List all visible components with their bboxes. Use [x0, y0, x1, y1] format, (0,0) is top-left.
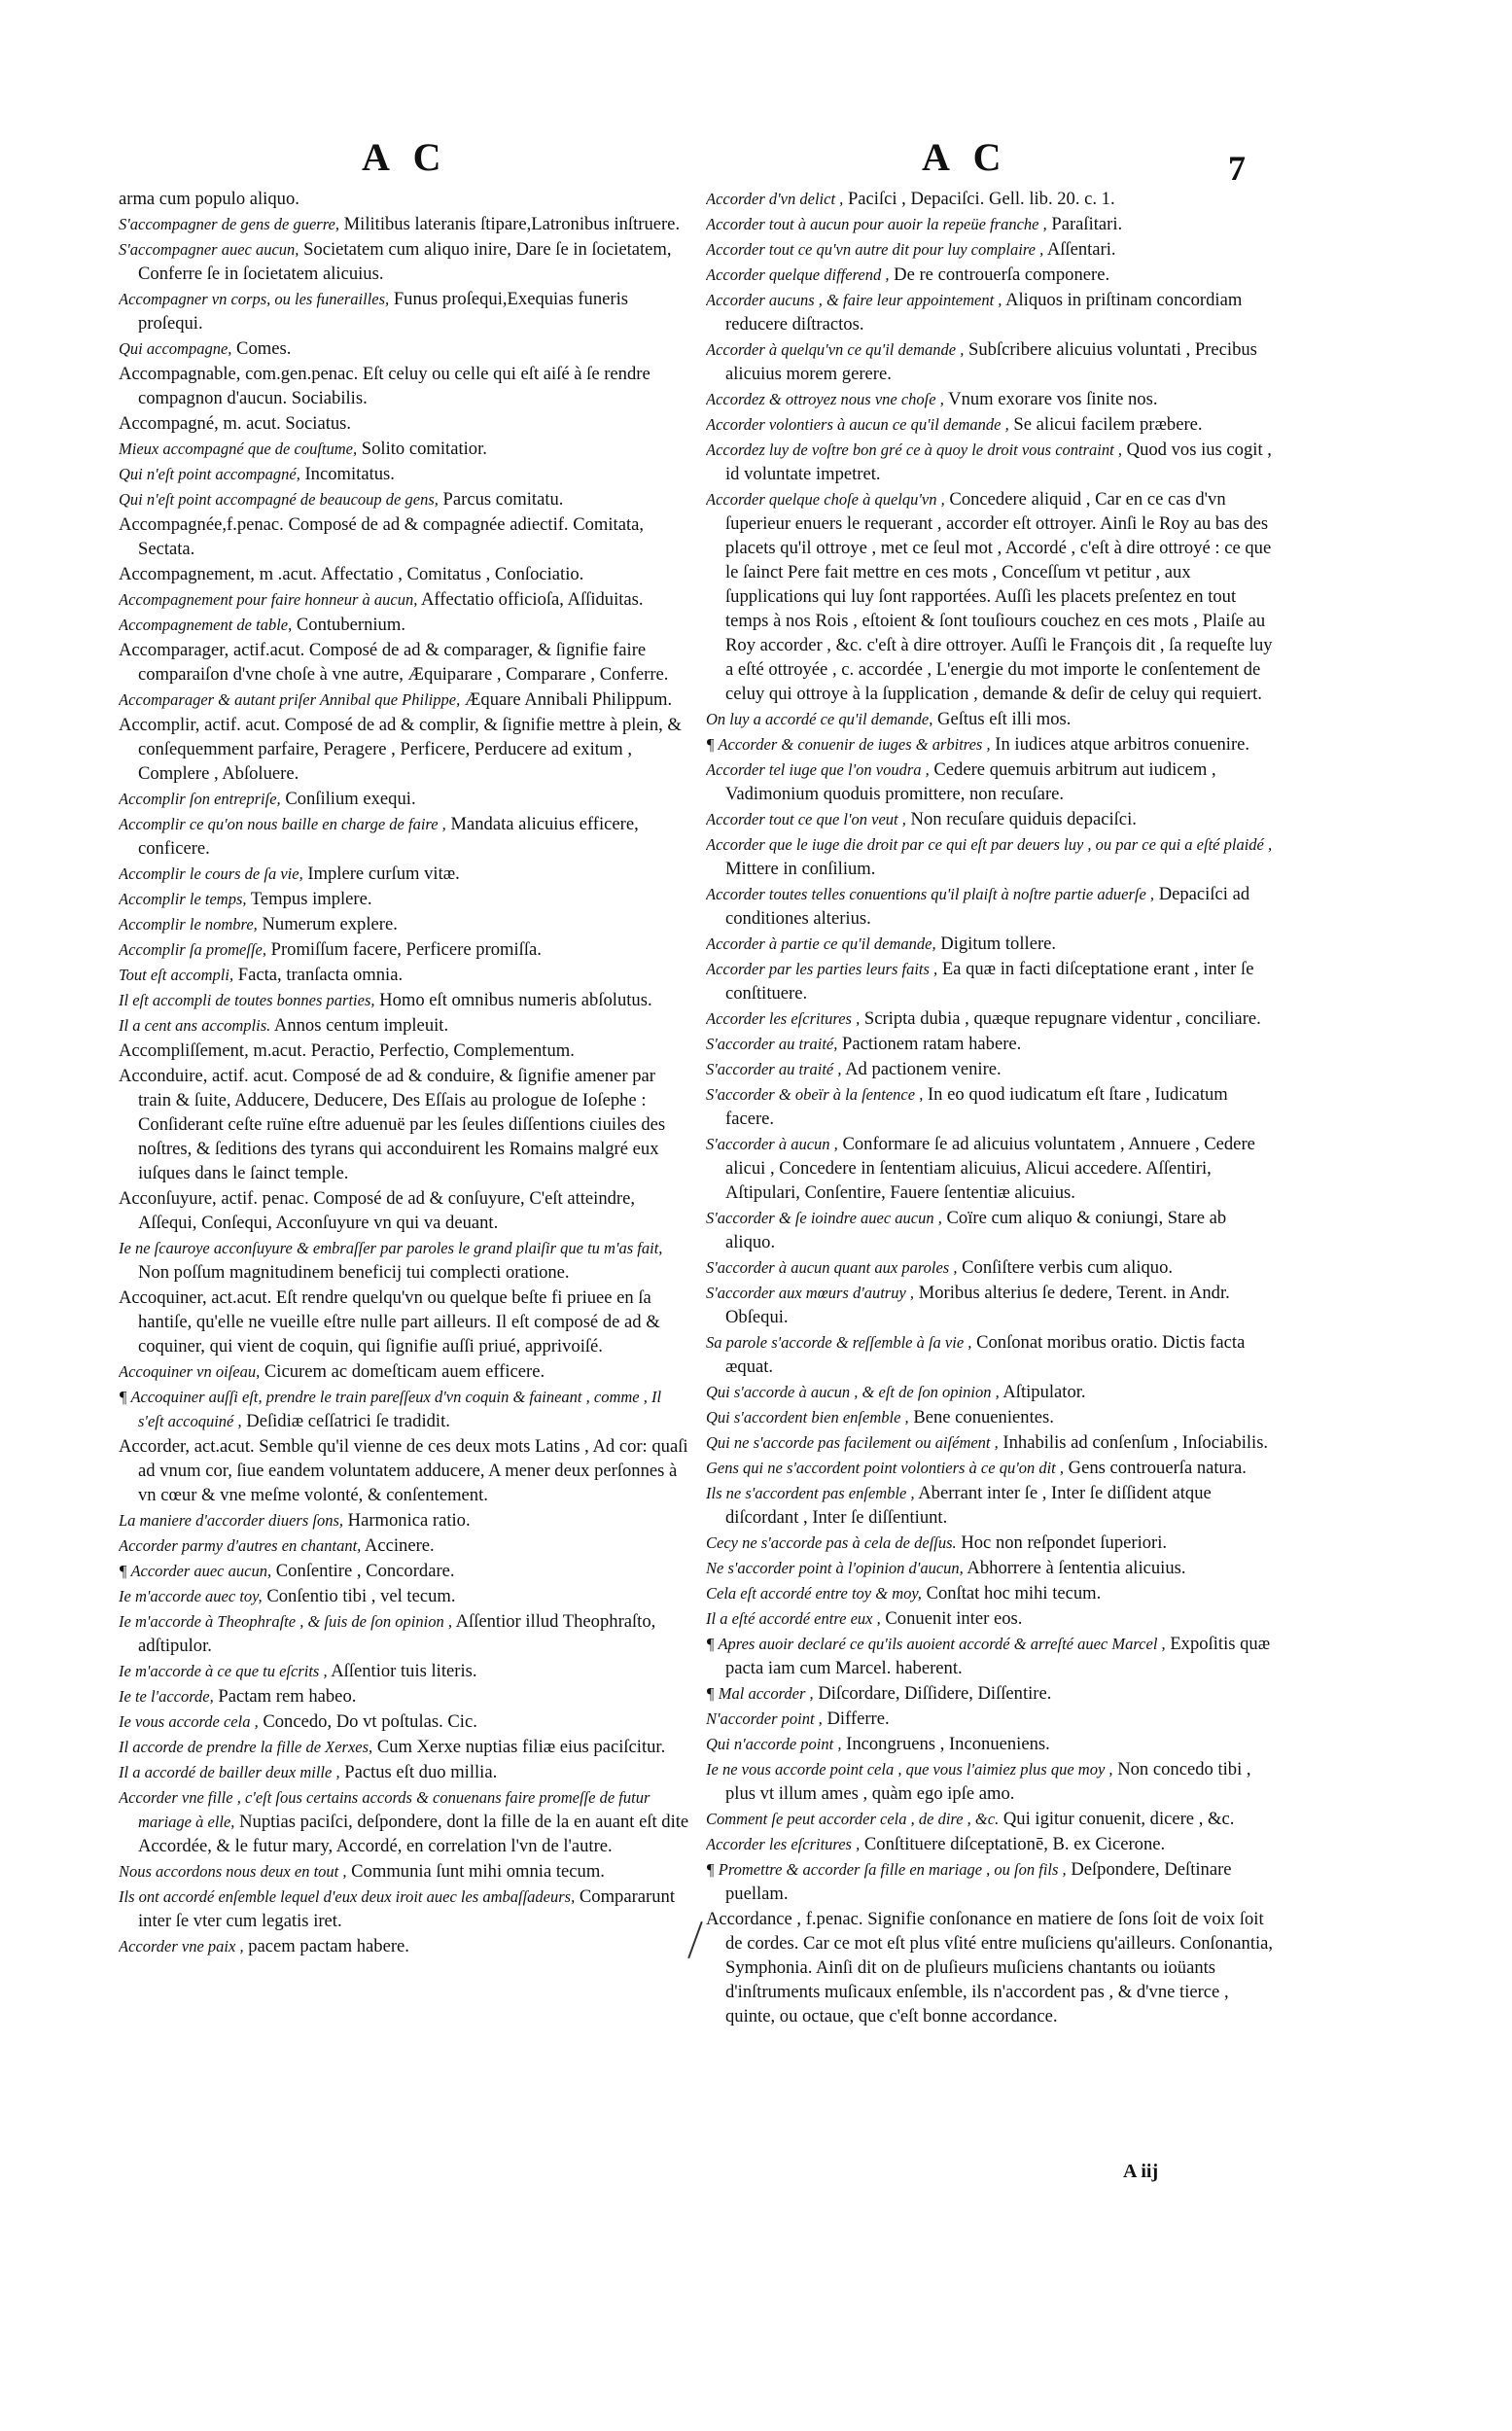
entry-latin: Homo eſt omnibus numeris abſolutus.: [379, 990, 652, 1010]
entry-latin: Cum Xerxe nuptias filiæ eius paciſcitur.: [376, 1737, 666, 1757]
entry-french: Ils ont accordé enſemble lequel d'eux deux iroit auec les ambaſſadeurs,: [119, 1887, 576, 1906]
entry-latin: Concedere aliquid , Car en ce cas d'vn ſuperieur enuers le requerant , accorder eſt ottroyer. Ainſi le Roy au bas des placets qu'il ottroye , met ce ſeul mot , Accordé , c'eſt à dire ottroyé : ce que le ſainct Pere fait mettre en ces mots , Conceſſum vt petitur , aux ſupplications qui luy ſont rapportées. Auſſi les placets preſentez en tout temps à nos Rois , eſtoient & ſont touſiours couchez en ces mots , Plaiſe au Roy accorder , &c. c'eſt à dire ottroyer. Auſſi le François dit , ſa requeſte luy a eſté ottroyée , c. accordée , L'energie du mot importe le conſentement de celuy qui ottroye à la ſupplication , demande & deſir de celuy qui requiert.: [725, 489, 1273, 704]
entry-latin: Conſonat moribus oratio. Dictis facta æquat.: [725, 1332, 1246, 1377]
entry-latin: Scripta dubia , quæque repugnare videntur , conciliare.: [863, 1008, 1261, 1029]
entry-latin: Depaciſci ad conditiones alterius.: [725, 884, 1250, 929]
entry-latin: Affectatio officioſa, Aſſiduitas.: [420, 589, 644, 610]
entry-french: Il eſt accompli de toutes bonnes parties,: [119, 991, 375, 1009]
entry-latin: Se alicui facilem præbere.: [1013, 414, 1203, 435]
dictionary-entry: [706, 1380, 1280, 1404]
entry-latin: Differre.: [826, 1709, 890, 1729]
entry-latin: Pactus eſt duo millia.: [344, 1762, 498, 1782]
entry-french: S'accorder & ſe ioindre auec aucun ,: [706, 1209, 942, 1227]
entry-french: Accomplir le nombre,: [119, 915, 258, 934]
dictionary-entry: [119, 887, 690, 911]
entry-latin: Inhabilis ad conſenſum , Inſociabilis.: [1002, 1432, 1269, 1453]
entry-latin: Accompagné, m. acut. Sociatus.: [119, 413, 352, 434]
entry-french: Accorder vne paix ,: [119, 1937, 244, 1955]
entry-latin: Gens controuerſa natura.: [1068, 1458, 1247, 1478]
right-column: [706, 187, 1280, 2355]
dictionary-entry: [119, 287, 690, 335]
dictionary-entry: [119, 687, 690, 712]
entry-latin: Conſentio tibi , vel tecum.: [266, 1586, 456, 1606]
entry-french: Ie ne vous accorde point cela , que vous l'aimiez plus que moy ,: [706, 1760, 1113, 1779]
entry-latin: Deſpondere, Deſtinare puellam.: [725, 1859, 1232, 1904]
entry-french: Accorder les eſcritures ,: [706, 1009, 861, 1028]
entry-french: Qui n'accorde point ,: [706, 1735, 842, 1753]
entry-french: Ie vous accorde cela ,: [119, 1712, 259, 1731]
entry-latin: Contubernium.: [296, 615, 405, 635]
entry-latin: Deſidiæ ceſſatrici ſe tradidit.: [246, 1411, 450, 1431]
entry-french: S'accorder aux mœurs d'autruy ,: [706, 1284, 915, 1302]
entry-french: N'accorder point ,: [706, 1709, 823, 1728]
entry-french: ¶ Mal accorder ,: [706, 1684, 814, 1703]
entry-latin: Conſtat hoc mihi tecum.: [926, 1583, 1102, 1603]
entry-latin: Paciſci , Depaciſci. Gell. lib. 20. c. 1.: [847, 189, 1115, 209]
signature-mark: A iij: [1123, 2161, 1159, 2182]
entry-latin: Quod vos ius cogit , id voluntate impetret.: [725, 440, 1272, 484]
entry-latin: Nuptias paciſci, deſpondere, dont la fille de la en auant eſt dite Accordée, & le futur mary, Accordé, en correlation l'vn de l'autre.: [138, 1812, 689, 1856]
dictionary-entry: [119, 1385, 690, 1433]
dictionary-entry: [706, 487, 1280, 706]
entry-latin: Accomplir, actif. acut. Composé de ad & complir, & ſignifie mettre à plein, & conſequemment parfaire, Peragere , Perficere, Perducere ad exitum , Complere , Abſoluere.: [119, 715, 682, 784]
entry-french: Accordez luy de voſtre bon gré ce à quoy le droit vous contraint ,: [706, 440, 1122, 459]
dictionary-entry: [706, 1430, 1280, 1455]
entry-french: Il accorde de prendre la fille de Xerxes,: [119, 1738, 373, 1756]
entry-latin: Expoſitis quæ pacta iam cum Marcel. haberent.: [725, 1634, 1271, 1678]
entry-french: Accompagnement pour faire honneur à aucun,: [119, 590, 418, 609]
entry-french: Accorder quelque differend ,: [706, 265, 890, 284]
entry-french: S'accompagner de gens de guerre,: [119, 215, 339, 233]
entry-latin: Pactionem ratam habere.: [842, 1034, 1022, 1054]
entry-french: Accomplir le cours de ſa vie,: [119, 864, 303, 883]
dictionary-entry: [706, 1132, 1280, 1205]
entry-latin: Geſtus eſt illi mos.: [937, 709, 1072, 729]
dictionary-entry: [119, 487, 690, 511]
entry-latin: Incongruens , Inconueniens.: [846, 1734, 1050, 1754]
entry-french: Accomparager & autant priſer Annibal que Philippe,: [119, 690, 461, 709]
dictionary-entry: [119, 1434, 690, 1507]
dictionary-entry: [119, 187, 690, 211]
entry-latin: Pactam rem habeo.: [218, 1686, 357, 1707]
dictionary-entry: [706, 1006, 1280, 1031]
page-number: 7: [1228, 149, 1246, 188]
entry-latin: Digitum tollere.: [940, 934, 1057, 954]
dictionary-entry: [706, 732, 1280, 757]
dictionary-entry: [119, 1684, 690, 1709]
entry-french: S'accorder à aucun quant aux paroles ,: [706, 1258, 958, 1277]
dictionary-entry: [119, 862, 690, 886]
entry-latin: Subſcribere alicuius voluntati , Precibus alicuius morem gerere.: [725, 339, 1257, 384]
entry-latin: Incomitatus.: [304, 464, 395, 484]
dictionary-entry: [119, 212, 690, 236]
entry-latin: Diſcordare, Diſſidere, Diſſentire.: [818, 1683, 1052, 1704]
dictionary-entry: [119, 437, 690, 461]
dictionary-entry: [119, 1609, 690, 1658]
entry-french: Accorder les eſcritures ,: [706, 1835, 861, 1853]
dictionary-entry: [706, 1057, 1280, 1081]
entry-french: Accorder aucuns , & faire leur appointement ,: [706, 291, 1002, 309]
entry-latin: Abhorrere à ſententia alicuius.: [967, 1558, 1186, 1578]
dictionary-entry: [119, 1013, 690, 1038]
entry-latin: Promiſſum facere, Perficere promiſſa.: [270, 939, 542, 960]
entry-french: Accompagner vn corps, ou les funerailles,: [119, 290, 390, 308]
entry-french: Qui s'accordent bien enſemble ,: [706, 1408, 909, 1427]
entry-latin: Aliquos in priſtinam concordiam reducere diſtractos.: [725, 290, 1243, 335]
entry-french: ¶ Apres auoir declaré ce qu'ils auoient accordé & arreſté auec Marcel ,: [706, 1635, 1166, 1653]
entry-latin: Cedere quemuis arbitrum aut iudicem , Vadimonium quoduis promittere, non recuſare.: [725, 759, 1216, 804]
entry-french: Accorder que le iuge die droit par ce qui eſt par deuers luy , ou par ce qui a eſté plaidé ,: [706, 835, 1273, 854]
entry-french: ¶ Accorder auec aucun,: [119, 1562, 272, 1580]
entry-latin: Numerum explere.: [262, 914, 398, 934]
entry-latin: Mandata alicuius efficere, conficere.: [138, 814, 639, 859]
dictionary-entry: [706, 1606, 1280, 1631]
dictionary-entry: [119, 988, 690, 1012]
entry-french: Accomplir ce qu'on nous baille en charge de faire ,: [119, 815, 446, 833]
dictionary-entry: [119, 613, 690, 637]
entry-french: Il a eſté accordé entre eux ,: [706, 1609, 881, 1628]
dictionary-entry: [706, 1206, 1280, 1254]
running-head-right: A C: [922, 135, 1009, 179]
entry-french: Accorder tout ce qu'vn autre dit pour luy complaire ,: [706, 240, 1044, 259]
dictionary-entry: [706, 1082, 1280, 1131]
entry-french: Qui n'eſt point accompagné,: [119, 465, 300, 483]
entry-french: Accordez & ottroyez nous vne choſe ,: [706, 390, 944, 408]
entry-french: Qui s'accorde à aucun , & eſt de ſon opinion ,: [706, 1383, 1000, 1401]
dictionary-entry: [706, 1456, 1280, 1480]
entry-french: Mieux accompagné que de couſtume,: [119, 440, 358, 458]
dictionary-entry: [706, 1330, 1280, 1379]
entry-latin: Compararunt inter ſe vter cum legatis iret.: [138, 1886, 675, 1931]
entry-latin: Accordance , f.penac. Signifie conſonance en matiere de ſons ſoit de voix ſoit de cordes. Car ce mot eſt plus vſité entre muſiciens qu'ailleurs. Conſonantia, Symphonia. Ainſi dit on de pluſieurs muſiciens chantants ou ioüants d'inſtruments muſicaux enſemble, ils n'accordent pas , & d'vne tierce , quinte, ou octaue, que c'eſt bonne accordance.: [706, 1909, 1274, 2026]
dictionary-entry: [119, 1286, 690, 1358]
entry-french: ¶ Promettre & accorder ſa fille en mariage , ou ſon fils ,: [706, 1860, 1067, 1879]
entry-latin: Accomparager, actif.acut. Composé de ad & comparager, & ſignifie faire comparaiſon d'vne choſe à vne autre, Æquiparare , Comparare , Conferre.: [119, 640, 669, 685]
dictionary-entry: [119, 512, 690, 561]
entry-french: Nous accordons nous deux en tout ,: [119, 1862, 347, 1881]
entry-latin: Concedo, Do vt poſtulas. Cic.: [263, 1711, 477, 1732]
dictionary-entry: [706, 387, 1280, 411]
dictionary-entry: [706, 1405, 1280, 1429]
dictionary-entry: [706, 1481, 1280, 1530]
entry-latin: Conformare ſe ad alicuius voluntatem , Annuere , Cedere alicui , Concedere in ſententiam alicuius, Alicui accedere. Aſſentiri, Aſtipulari, Conſentire, Fauere ſententiæ alicuius.: [725, 1134, 1255, 1203]
dictionary-entry: [119, 1236, 690, 1285]
entry-french: Ie te l'accorde,: [119, 1687, 214, 1706]
dictionary-entry: [119, 713, 690, 786]
entry-latin: Accoquiner, act.acut. Eſt rendre quelqu'vn ou quelque beſte fi priuee en ſa hantiſe, qu'elle ne vueille eſtre nulle part ailleurs. Il eſt composé de ad & coquiner, qui vient de coquin, qui ſignifie auſſi priué, apprivoiſé.: [119, 1287, 660, 1356]
entry-latin: Vnum exorare vos ſinite nos.: [948, 389, 1158, 409]
entry-french: On luy a accordé ce qu'il demande,: [706, 710, 933, 728]
dictionary-entry: [706, 1632, 1280, 1680]
dictionary-entry: [706, 707, 1280, 731]
dictionary-entry: [119, 812, 690, 861]
entry-french: Comment ſe peut accorder cela , de dire , &c.: [706, 1810, 1000, 1828]
dictionary-entry: [706, 337, 1280, 386]
entry-latin: De re controuerſa componere.: [894, 264, 1110, 285]
dictionary-entry: [119, 336, 690, 361]
dictionary-entry: [119, 1785, 690, 1858]
dictionary-entry: [706, 1807, 1280, 1831]
entry-french: Sa parole s'accorde & reſſemble à ſa vie ,: [706, 1333, 972, 1352]
dictionary-entry: [706, 932, 1280, 956]
dictionary-entry: [706, 1857, 1280, 1906]
dictionary-entry: [706, 1281, 1280, 1329]
entry-latin: Æquare Annibali Philippum.: [464, 689, 673, 710]
entry-french: Accomplir ſon entrepriſe,: [119, 790, 281, 808]
entry-french: Ie ne ſcauroye acconſuyure & embraſſer par paroles le grand plaiſir que tu m'as fait,: [119, 1239, 663, 1257]
dictionary-entry: [706, 212, 1280, 236]
entry-french: Accorder par les parties leurs faits ,: [706, 960, 938, 978]
dictionary-entry: [119, 1859, 690, 1884]
dictionary-entry: [706, 757, 1280, 806]
entry-french: Tout eſt accompli,: [119, 966, 234, 984]
entry-french: Ie m'accorde à ce que tu eſcrits ,: [119, 1662, 328, 1680]
entry-latin: Communia ſunt mihi omnia tecum.: [351, 1861, 605, 1882]
dictionary-entry: [706, 1757, 1280, 1806]
dictionary-entry: [706, 957, 1280, 1005]
entry-latin: Accompagnable, com.gen.penac. Eſt celuy ou celle qui eſt aiſé à ſe rendre compagnon d'aucun. Sociabilis.: [119, 364, 651, 408]
entry-latin: Moribus alterius ſe dedere, Terent. in Andr. Obſequi.: [725, 1283, 1230, 1327]
entry-french: S'accorder à aucun ,: [706, 1135, 838, 1153]
dictionary-entry: [706, 1556, 1280, 1580]
dictionary-entry: [119, 963, 690, 987]
dictionary-entry: [706, 1832, 1280, 1856]
entry-latin: Non poſſum magnitudinem beneficij tui complecti oratione.: [138, 1262, 570, 1283]
dictionary-entry: [119, 1039, 690, 1063]
entry-latin: Hoc non reſpondet ſuperiori.: [961, 1533, 1168, 1553]
entry-french: Accorder d'vn delict ,: [706, 190, 844, 208]
dictionary-entry: [706, 832, 1280, 881]
dictionary-entry: [119, 587, 690, 612]
entry-latin: Conſilium exequi.: [285, 789, 416, 809]
entry-latin: Implere curſum vitæ.: [307, 863, 460, 884]
dictionary-entry: [706, 1707, 1280, 1731]
entry-french: Accorder vne fille , c'eſt ſous certains accords & conuenans faire promeſſe de futur mariage à elle,: [119, 1788, 651, 1831]
entry-french: Accorder à quelqu'vn ce qu'il demande ,: [706, 340, 965, 359]
dictionary-entry: [706, 1255, 1280, 1280]
running-head-left: A C: [362, 135, 449, 179]
entry-latin: Parcus comitatu.: [442, 489, 564, 510]
dictionary-entry: [119, 1885, 690, 1933]
entry-french: La maniere d'accorder diuers ſons,: [119, 1511, 343, 1530]
entry-latin: In iudices atque arbitros conuenire.: [995, 734, 1250, 755]
dictionary-entry: [119, 1659, 690, 1683]
entry-latin: Harmonica ratio.: [347, 1510, 471, 1531]
entry-french: Ne s'accorder point à l'opinion d'aucun,: [706, 1559, 964, 1577]
dictionary-entry: [706, 807, 1280, 831]
entry-latin: Non concedo tibi , plus vt illum ames , quàm ego ipſe amo.: [725, 1759, 1251, 1804]
entry-french: Cecy ne s'accorde pas à cela de deſſus.: [706, 1533, 957, 1552]
entry-latin: Facta, tranſacta omnia.: [237, 965, 404, 985]
entry-french: Ils ne s'accordent pas enſemble ,: [706, 1484, 915, 1502]
entry-latin: Bene conuenientes.: [913, 1407, 1054, 1427]
dictionary-entry: [706, 1681, 1280, 1706]
entry-latin: Comes.: [236, 338, 292, 359]
dictionary-entry: [119, 1359, 690, 1384]
entry-french: S'accorder & obeïr à la ſentence ,: [706, 1085, 924, 1104]
entry-french: Accorder parmy d'autres en chantant,: [119, 1536, 362, 1555]
dictionary-entry: [119, 562, 690, 586]
entry-latin: Annos centum impleuit.: [273, 1015, 449, 1036]
entry-latin: Paraſitari.: [1051, 214, 1123, 234]
entry-french: ¶ Accorder & conuenir de iuges & arbitres ,: [706, 735, 991, 754]
entry-latin: Accompagnement, m .acut. Affectatio , Comitatus , Conſociatio.: [119, 564, 584, 584]
dictionary-entry: [706, 288, 1280, 336]
entry-french: Accorder toutes telles conuentions qu'il plaiſt à noſtre partie aduerſe ,: [706, 885, 1155, 903]
dictionary-entry: [119, 411, 690, 436]
entry-french: Qui n'eſt point accompagné de beaucoup de gens,: [119, 490, 439, 509]
entry-latin: Funus proſequi,Exequias funeris proſequi.: [138, 289, 628, 334]
entry-latin: Tempus implere.: [250, 889, 372, 909]
dictionary-entry: [706, 187, 1280, 211]
entry-french: Accorder tout à aucun pour auoir la repeüe franche ,: [706, 215, 1047, 233]
entry-latin: Qui igitur conuenit, dicere , &c.: [1002, 1809, 1235, 1829]
entry-french: Il a cent ans accomplis.: [119, 1016, 271, 1035]
entry-french: Accorder volontiers à aucun ce qu'il demande ,: [706, 415, 1009, 434]
entry-latin: Aſſentior tuis literis.: [331, 1661, 477, 1681]
entry-french: Accorder tout ce que l'on veut ,: [706, 810, 906, 828]
entry-latin: Mittere in conſilium.: [725, 859, 876, 879]
dictionary-entry: [119, 1709, 690, 1734]
left-column: [119, 187, 690, 2355]
entry-latin: Aſſentari.: [1046, 239, 1116, 260]
entry-latin: Conuenit inter eos.: [885, 1608, 1023, 1629]
dictionary-entry: [119, 1508, 690, 1533]
dictionary-entry: [119, 1934, 690, 1958]
dictionary-entry: [119, 462, 690, 486]
dictionary-entry: [119, 787, 690, 811]
entry-french: Il a accordé de bailler deux mille ,: [119, 1763, 340, 1781]
dictionary-entry: [119, 1559, 690, 1583]
dictionary-entry: [706, 412, 1280, 437]
entry-latin: Ad pactionem venire.: [845, 1059, 1002, 1079]
entry-latin: Accompagnée,f.penac. Composé de ad & compagnée adiectif. Comitata, Sectata.: [119, 514, 645, 559]
entry-latin: Conſiſtere verbis cum aliquo.: [962, 1257, 1174, 1278]
entry-latin: Accompliſſement, m.acut. Peractio, Perfectio, Complementum.: [119, 1040, 575, 1061]
entry-latin: Societatem cum aliquo inire, Dare ſe in ſocietatem, Conferre ſe in ſocietatem alicuius.: [138, 239, 672, 284]
dictionary-entry: [119, 937, 690, 962]
entry-french: ¶ Accoquiner auſſi eſt, prendre le train pareſſeux d'vn coquin & faineant , comme , Il s'eſt accoquiné ,: [119, 1388, 662, 1430]
entry-latin: Aſtipulator.: [1002, 1382, 1086, 1402]
entry-french: S'accompagner auec aucun,: [119, 240, 299, 259]
dictionary-entry: [119, 362, 690, 410]
dictionary-entry: [119, 1533, 690, 1558]
dictionary-entry: [706, 1032, 1280, 1056]
dictionary-entry: [119, 1760, 690, 1784]
entry-french: Ie m'accorde auec toy,: [119, 1587, 263, 1605]
dictionary-entry: [706, 1732, 1280, 1756]
entry-latin: Acconſuyure, actif. penac. Composé de ad & conſuyure, C'eſt atteindre, Aſſequi, Conſequi, Acconſuyure vn qui va deuant.: [119, 1188, 636, 1233]
entry-latin: Solito comitatior.: [361, 439, 487, 459]
entry-latin: Cicurem ac domeſticam auem efficere.: [264, 1361, 545, 1382]
entry-french: Accomplir le temps,: [119, 890, 247, 908]
entry-latin: Militibus lateranis ſtipare,Latronibus inſtruere.: [343, 214, 681, 234]
dictionary-entry: [706, 1531, 1280, 1555]
entry-latin: Conſentire , Concordare.: [275, 1561, 455, 1581]
entry-latin: Accorder, act.acut. Semble qu'il vienne de ces deux mots Latins , Ad cor: quaſi ad vnum cor, ſiue eandem voluntatem adducere, A mener deux perſonnes à vn cœur & vne meſme volonté, & conſentement.: [119, 1436, 688, 1505]
entry-latin: arma cum populo aliquo.: [119, 189, 299, 209]
dictionary-entry: [706, 263, 1280, 287]
dictionary-entry: [119, 237, 690, 286]
entry-latin: Aberrant inter ſe , Inter ſe diſſident atque diſcordant , Inter ſe diſſentiunt.: [725, 1483, 1212, 1528]
entry-latin: Accinere.: [364, 1535, 435, 1556]
dictionary-entry: [119, 1735, 690, 1759]
dictionary-entry: [119, 1186, 690, 1235]
dictionary-entry: [706, 237, 1280, 262]
entry-french: Qui ne s'accorde pas facilement ou aiſément ,: [706, 1433, 999, 1452]
entry-french: Accomplir ſa promeſſe,: [119, 940, 266, 959]
dictionary-entry: [119, 912, 690, 936]
dictionary-entry: [119, 638, 690, 687]
dictionary-entry: [706, 1581, 1280, 1605]
entry-latin: Aſſentior illud Theophraſto, adſtipulor.: [138, 1611, 656, 1656]
entry-latin: Conſtituere diſceptationē, B. ex Cicerone.: [863, 1834, 1166, 1854]
entry-french: Ie m'accorde à Theophraſte , & ſuis de ſon opinion ,: [119, 1612, 452, 1631]
entry-french: Accorder quelque choſe à quelqu'vn ,: [706, 490, 945, 509]
entry-latin: Non recuſare quiduis depaciſci.: [910, 809, 1137, 829]
entry-french: Cela eſt accordé entre toy & moy,: [706, 1584, 922, 1603]
entry-french: Gens qui ne s'accordent point volontiers à ce qu'on dit ,: [706, 1459, 1065, 1477]
dictionary-entry: [706, 1907, 1280, 2028]
entry-french: S'accorder au traité,: [706, 1035, 838, 1053]
entry-french: Accorder tel iuge que l'on voudra ,: [706, 760, 930, 779]
entry-latin: pacem pactam habere.: [248, 1936, 409, 1956]
entry-french: Accorder à partie ce qu'il demande,: [706, 934, 936, 953]
entry-french: Accompagnement de table,: [119, 616, 293, 634]
entry-latin: Ea quæ in facti diſceptatione erant , inter ſe conſtituere.: [725, 959, 1254, 1004]
dictionary-entry: [706, 438, 1280, 486]
dictionary-entry: [119, 1064, 690, 1185]
dictionary-entry: [706, 882, 1280, 931]
entry-latin: Coïre cum aliquo & coniungi, Stare ab aliquo.: [725, 1208, 1227, 1252]
entry-french: Qui accompagne,: [119, 339, 232, 358]
entry-latin: Acconduire, actif. acut. Composé de ad & conduire, & ſignifie amener par train & ſuite, Adducere, Deducere, Des Eſſais au prologue de Ioſephe : Conſiderant ceſte ruïne eſtre aduenuë par les ſeules diſſentions ciuiles des noſtres, & ſeditions des tyrans qui acconduirent les Romains malgré eux iuſques dans le ſainct temple.: [119, 1066, 666, 1183]
entry-latin: In eo quod iudicatum eſt ſtare , Iudicatum facere.: [725, 1084, 1228, 1129]
dictionary-entry: [119, 1584, 690, 1608]
entry-french: S'accorder au traité ,: [706, 1060, 842, 1078]
entry-french: Accoquiner vn oiſeau,: [119, 1362, 261, 1381]
